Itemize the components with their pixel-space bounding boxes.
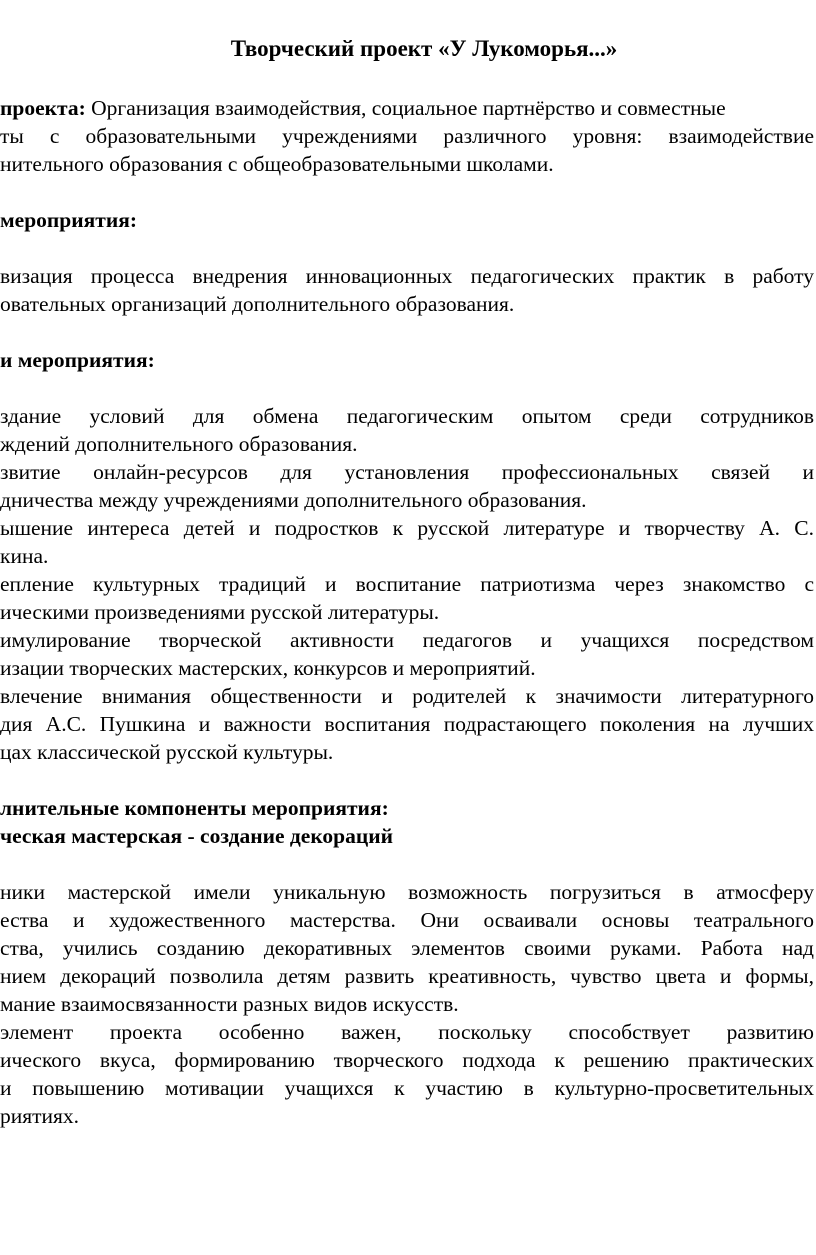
task-line: епление культурных традиций и воспитание патриотизма через знакомство с [0, 572, 814, 596]
task-line: дничества между учреждениями дополнительного образования. [0, 488, 587, 512]
task-line: изации творческих мастерских, конкурсов и мероприятий. [0, 656, 536, 680]
task-line: дия А.С. Пушкина и важности воспитания подрастающего поколения на лучших [0, 712, 814, 736]
tasks-heading: и мероприятия: [0, 348, 155, 372]
task-line: влечение внимания общественности и родителей к значимости литературного [0, 684, 814, 708]
workshop-heading: ческая мастерская - создание декораций [0, 824, 394, 848]
task-line: ышение интереса детей и подростков к русской литературе и творчеству А. С. [0, 516, 814, 540]
workshop-paragraph-line: ического вкуса, формированию творческого подхода к решению практических [0, 1048, 814, 1072]
task-line: имулирование творческой активности педагогов и учащихся посредством [0, 628, 814, 652]
task-line: звитие онлайн-ресурсов для установления профессиональных связей и [0, 460, 814, 484]
page-title: Творческий проект «У Лукоморья...» [230, 36, 618, 61]
aim-line-2: овательных организаций дополнительного образования. [0, 292, 515, 316]
task-line: ическими произведениями русской литературы. [0, 600, 440, 624]
aim-heading: мероприятия: [0, 208, 137, 232]
task-line: здание условий для обмена педагогическим опытом среди сотрудников [0, 404, 814, 428]
workshop-paragraph-line: мание взаимосвязанности разных видов искусств. [0, 992, 459, 1016]
task-line: цах классической русской культуры. [0, 740, 334, 764]
workshop-paragraph-line: и повышению мотивации учащихся к участию в культурно-просветительных [0, 1076, 814, 1100]
goal-label: проекта: [0, 96, 86, 120]
workshop-paragraph-line: риятиях. [0, 1104, 80, 1128]
goal-line-2: ты с образовательными учреждениями различного уровня: взаимодействие [0, 124, 814, 148]
workshop-paragraph-line: нием декораций позволила детям развить креативность, чувство цвета и формы, [0, 964, 814, 988]
goal-text-1: Организация взаимодействия, социальное партнёрство и совместные [91, 96, 726, 120]
goal-line-1 [0, 94, 814, 122]
components-heading: лнительные компоненты мероприятия: [0, 796, 389, 820]
task-line: кина. [0, 544, 49, 568]
task-line: ждений дополнительного образования. [0, 432, 358, 456]
workshop-paragraph-line: ники мастерской имели уникальную возможность погрузиться в атмосферу [0, 880, 814, 904]
workshop-paragraph-line: элемент проекта особенно важен, поскольку способствует развитию [0, 1020, 814, 1044]
workshop-paragraph-line: ства, учились созданию декоративных элементов своими руками. Работа над [0, 936, 814, 960]
goal-line-3: нительного образования с общеобразовательными школами. [0, 152, 554, 176]
aim-line-1: визация процесса внедрения инновационных педагогических практик в работу [0, 264, 814, 288]
workshop-paragraph-line: ества и художественного мастерства. Они осваивали основы театрального [0, 908, 814, 932]
